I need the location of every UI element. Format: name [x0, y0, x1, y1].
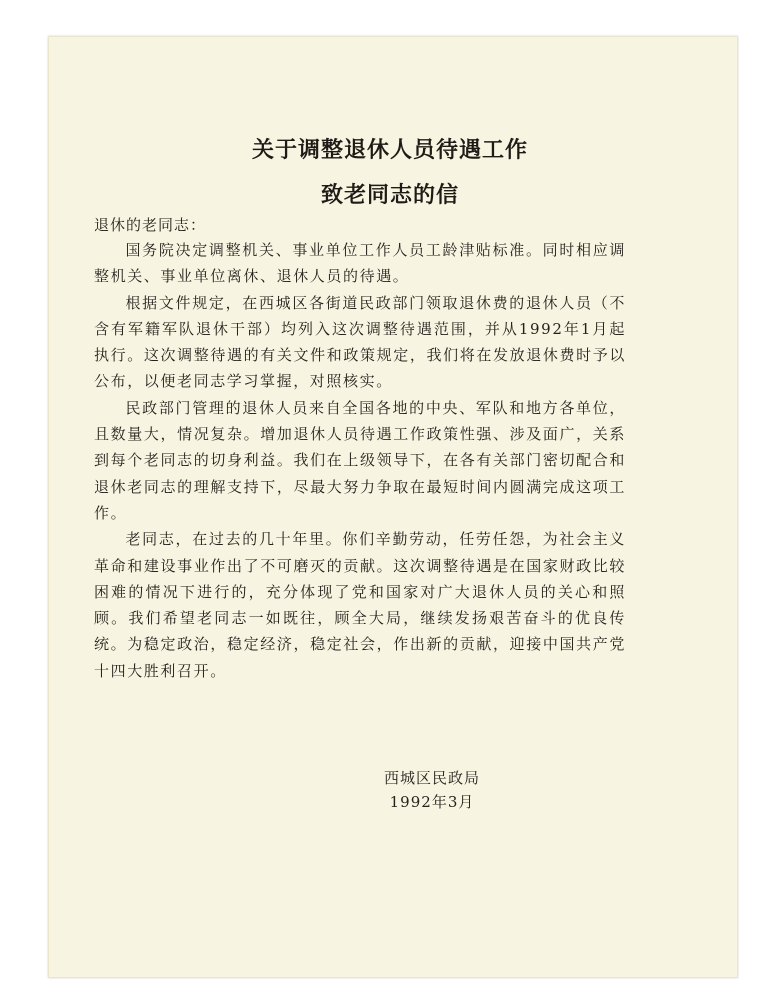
letter-paragraph-3: 民政部门管理的退休人员来自全国各地的中央、军队和地方各单位，且数量大，情况复杂。增加退休人员待遇工作政策性强、涉及面广，关系到每个老同志的切身利益。我们在上级领导下，在各有关部门密切配合和退休老同志的理解支持下，尽最大努力争取在最短时间内圆满完成这项工作。: [94, 398, 626, 522]
letter-paragraph-1: 国务院决定调整机关、事业单位工作人员工龄津贴标准。同时相应调整机关、事业单位离休、退休人员的待遇。: [94, 241, 626, 286]
letter-signature: [372, 766, 492, 814]
letter-subtitle: 致老同志的信: [320, 183, 459, 208]
letter-body: [94, 237, 626, 684]
letter-title: 关于调整退休人员待遇工作: [251, 138, 528, 163]
signature-date: 1992年3月: [389, 793, 475, 811]
letter-paragraph-4: 老同志，在过去的几十年里。你们辛勤劳动，任劳任怨，为社会主义革命和建设事业作出了不可磨灭的贡献。这次调整待遇是在国家财政比较困难的情况下进行的，充分体现了党和国家对广大退休人员的关心和照顾。我们希望老同志一如既往，顾全大局，继续发扬艰苦奋斗的优良传统。为稳定政治，稳定经济，稳定社会，作出新的贡献，迎接中国共产党十四大胜利召开。: [94, 530, 626, 680]
letter-greeting: 退休的老同志：: [94, 216, 207, 234]
signature-organization: 西城区民政局: [383, 769, 480, 787]
letter-paragraph-2: 根据文件规定，在西城区各街道民政部门领取退休费的退休人员（不含有军籍军队退休干部）均列入这次调整待遇范围，并从1992年1月起执行。这次调整待遇的有关文件和政策规定，我们将在发放退休费时予以公布，以便老同志学习掌握，对照核实。: [94, 293, 626, 391]
